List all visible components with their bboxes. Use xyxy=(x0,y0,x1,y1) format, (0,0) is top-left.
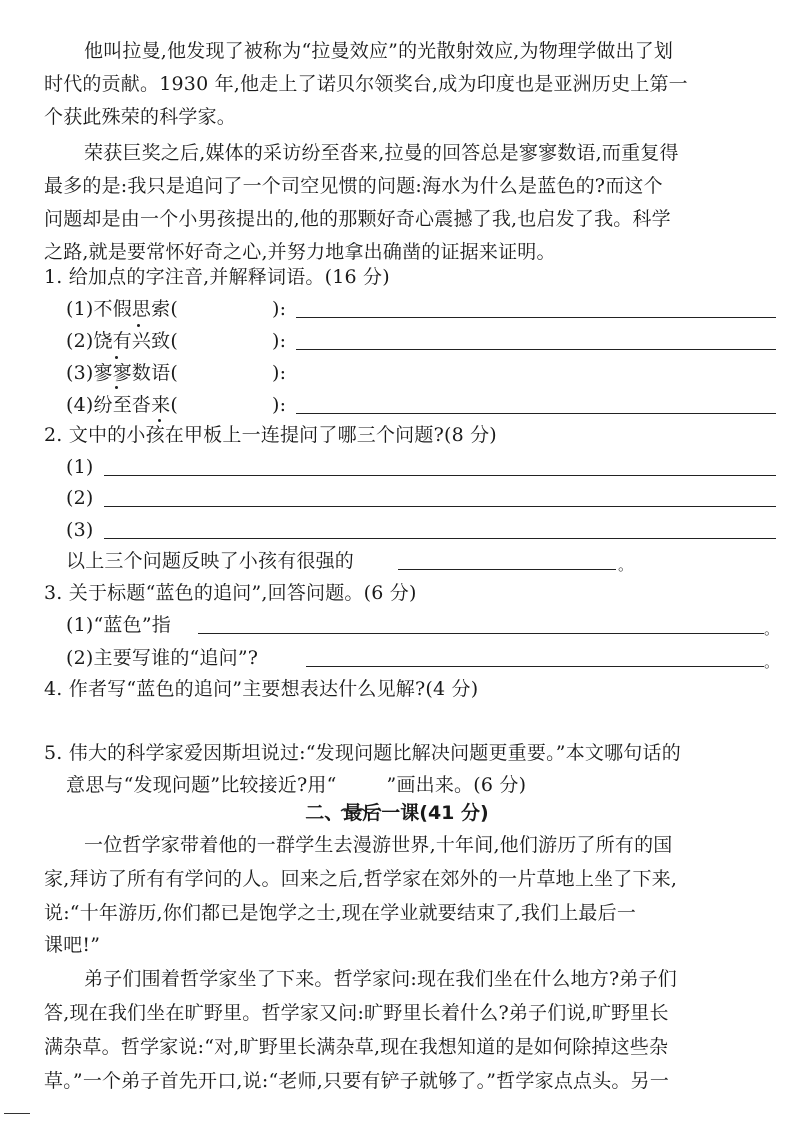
q1-item-3 xyxy=(66,360,178,386)
period-mark: 。 xyxy=(764,620,780,638)
item-number: (4) xyxy=(66,394,94,416)
section-title: 二、最后一课(41 分) xyxy=(305,802,489,824)
q1-item-4 xyxy=(66,392,178,418)
passage-line: 之路,就是要常怀好奇之心,并努力地拿出确凿的证据来证明。 xyxy=(44,241,556,263)
passage-line: 草。”一个弟子首先开口,说:“老师,只要有铲子就够了。”哲学家点点头。另一 xyxy=(44,1070,670,1092)
passage-line: 课吧!” xyxy=(44,934,101,956)
passage-line: 他叫拉曼,他发现了被称为“拉曼效应”的光散射效应,为物理学做出了划 xyxy=(84,40,674,62)
q5-text-before-mark: 意思与“发现问题”比较接近?用“ xyxy=(66,774,337,796)
emphasis-dot xyxy=(115,386,118,389)
q1-item-1-close: ): xyxy=(272,298,287,320)
emphasis-dot xyxy=(115,356,118,359)
item-number: (3) xyxy=(66,362,94,384)
q2-summary: 以上三个问题反映了小孩有很强的 xyxy=(66,550,355,572)
period-mark: 。 xyxy=(618,556,634,574)
emphasis-dot xyxy=(137,324,140,327)
question-2-stem: 2. 文中的小孩在甲板上一连提问了哪三个问题?(8 分) xyxy=(44,424,497,446)
question-3-stem: 3. 关于标题“蓝色的追问”,回答问题。(6 分) xyxy=(44,582,417,604)
period-mark: 。 xyxy=(764,653,780,671)
q1-item-2 xyxy=(66,328,178,354)
q1-item-2-close: ): xyxy=(272,330,287,352)
question-5-line-1: 5. 伟大的科学家爱因斯坦说过:“发现问题比解决问题更重要。”本文哪句话的 xyxy=(44,742,681,764)
q1-item-4-close: ): xyxy=(272,394,287,416)
passage-line: 弟子们围着哲学家坐了下来。哲学家问:现在我们坐在什么地方?弟子们 xyxy=(84,968,677,990)
item-number: (1) xyxy=(66,298,94,320)
item-word: 寥寥数语( xyxy=(93,362,178,384)
question-5-line-2 xyxy=(66,772,526,798)
passage-line: 家,拜访了所有有学问的人。回来之后,哲学家在郊外的一片草地上坐了下来, xyxy=(44,868,678,890)
q2-item-number: (2) xyxy=(66,487,94,509)
q5-text-after-mark: ”画出来。(6 分) xyxy=(386,774,527,796)
answer-line[interactable] xyxy=(296,317,776,318)
q3-part-a: (1)“蓝色”指 xyxy=(66,614,171,636)
passage-line: 说:“十年游历,你们都已是饱学之士,现在学业就要结束了,我们上最后一 xyxy=(44,902,637,924)
item-word: 不假思索( xyxy=(93,298,178,320)
page-edge-mark xyxy=(4,1113,30,1114)
answer-line[interactable] xyxy=(104,475,776,476)
question-1-stem: 1. 给加点的字注音,并解释词语。(16 分) xyxy=(44,266,390,288)
answer-line[interactable] xyxy=(104,506,776,507)
q3-part-b: (2)主要写谁的“追问”? xyxy=(66,647,259,669)
passage-line: 答,现在我们坐在旷野里。哲学家又问:旷野里长着什么?弟子们说,旷野里长 xyxy=(44,1002,669,1024)
passage-line: 问题却是由一个小男孩提出的,他的那颗好奇心震撼了我,也启发了我。科学 xyxy=(44,208,671,230)
q1-item-3-close: ): xyxy=(272,362,287,384)
answer-line[interactable] xyxy=(104,538,776,539)
q1-item-1 xyxy=(66,296,178,322)
q2-item-number: (3) xyxy=(66,519,94,541)
passage-line: 最多的是:我只是追问了一个司空见惯的问题:海水为什么是蓝色的?而这个 xyxy=(44,175,663,197)
item-word: 纷至沓来( xyxy=(93,394,178,416)
question-4-stem: 4. 作者写“蓝色的追问”主要想表达什么见解?(4 分) xyxy=(44,678,479,700)
passage-line: 个获此殊荣的科学家。 xyxy=(44,106,237,128)
answer-line[interactable] xyxy=(198,633,764,634)
item-number: (2) xyxy=(66,330,94,352)
passage-line: 荣获巨奖之后,媒体的采访纷至沓来,拉曼的回答总是寥寥数语,而重复得 xyxy=(84,142,679,164)
passage-line: 时代的贡献。1930 年,他走上了诺贝尔领奖台,成为印度也是亚洲历史上第一 xyxy=(44,73,688,95)
item-word: 饶有兴致( xyxy=(93,330,178,352)
answer-line[interactable] xyxy=(398,569,616,570)
answer-line[interactable] xyxy=(306,666,764,667)
answer-line[interactable] xyxy=(296,349,776,350)
passage-line: 一位哲学家带着他的一群学生去漫游世界,十年间,他们游历了所有的国 xyxy=(84,834,673,856)
answer-line[interactable] xyxy=(296,413,776,414)
q2-item-number: (1) xyxy=(66,456,94,478)
passage-line: 满杂草。哲学家说:“对,旷野里长满杂草,现在我想知道的是如何除掉这些杂 xyxy=(44,1036,669,1058)
